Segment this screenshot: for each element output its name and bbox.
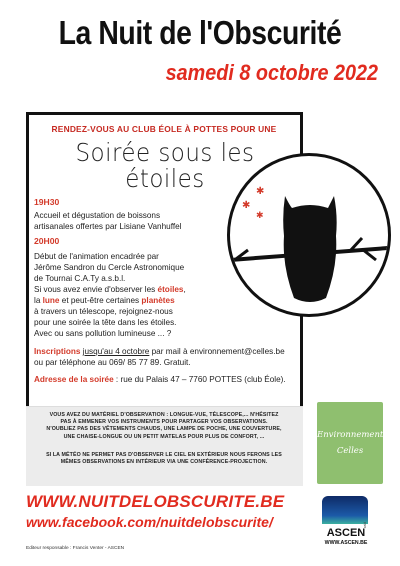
time-1930: 19H30 (34, 197, 60, 207)
event-date: samedi 8 octobre 2022 (165, 60, 378, 85)
ascen-name: ASCEN (326, 527, 366, 539)
svg-text:✱: ✱ (256, 211, 264, 221)
schedule-1-line-1: Accueil et dégustation de boissons (34, 211, 161, 220)
paragraph-line-5: Avec ou sans pollution lumineuse ... ? (34, 329, 172, 338)
environnement-celles-logo: Environnement Celles (317, 402, 383, 484)
schedule-2-line-2: Jérôme Sandron du Cercle Astronomique (34, 263, 185, 272)
svg-text:✱: ✱ (242, 200, 251, 211)
ascen-logo-icon (322, 496, 368, 524)
facebook-link[interactable]: www.facebook.com/nuitdelobscurite/ (26, 514, 273, 530)
soiree-line-1: Soirée sous les (75, 138, 255, 167)
paragraph-line-4: pour une soirée la tête dans les étoiles. (34, 318, 177, 327)
soiree-title (59, 140, 271, 192)
editeur-responsable: Editeur responsable : Francis Venter - ASCEN (26, 546, 125, 551)
ascen-website[interactable]: WWW.ASCEN.BE (324, 540, 368, 546)
notice-weather: SI LA MÉTÉO NE PERMET PAS D'OBSERVER LE CIEL EN EXTÉRIEUR NOUS FERONS LES MÊMES OBSERVATIONS EN INTÉRIEUR VIA UNE CONFÉRENCE-PROJECTION. (46, 452, 282, 466)
rendezvous-heading: RENDEZ-VOUS AU CLUB ÉOLE À POTTES POUR UNE (51, 124, 277, 134)
svg-text:✱: ✱ (256, 186, 265, 197)
notice-equipment: VOUS AVEZ DU MATÉRIEL D'OBSERVATION : LONGUE-VUE, TÉLESCOPE,... N'HÉSITEZ PAS À EMMENER VOS INSTRUMENTS POUR PARTAGER VOS OBSERVATIONS. N'OUBLIEZ PAS DES VÊTEMENTS CHAUDS, UNE LAMPE DE POCHE, UNE COUVERTURE, UNE CHAISE-LONGUE OU UN PETIT MATELAS POUR PLUS DE CONFORT, ... (46, 412, 282, 440)
paragraph-line-1: Si vous avez envie d'observer les étoiles, (34, 285, 186, 294)
paragraph-line-3: à travers un télescope, rejoignez-nous (34, 307, 173, 316)
soiree-line-2: étoiles (125, 164, 205, 193)
paragraph-line-2: la lune et peut-être certaines planètes (34, 296, 175, 305)
schedule-2-line-1: Début de l'animation encadrée par (34, 252, 159, 261)
time-2000: 20H00 (34, 236, 60, 246)
ascen-asbl-tag: asbl (363, 521, 368, 529)
inscriptions-line-2: ou par téléphone au 069/ 85 77 89. Gratuit. (34, 358, 191, 367)
website-link[interactable]: WWW.NUITDELOBSCURITE.BE (26, 492, 285, 511)
event-title: La Nuit de l'Obscurité (58, 14, 342, 51)
inscriptions-line-1: Inscriptions jusqu'au 4 octobre par mail à environnement@celles.be (34, 347, 285, 356)
schedule-2-line-3: de Tournai C.A.Ty a.s.b.l. (34, 274, 126, 283)
address-line: Adresse de la soirée : rue du Palais 47 – 7760 POTTES (club Éole). (34, 375, 286, 384)
schedule-1-line-2: artisanales offertes par Lisiane Vanhuffel (34, 222, 182, 231)
